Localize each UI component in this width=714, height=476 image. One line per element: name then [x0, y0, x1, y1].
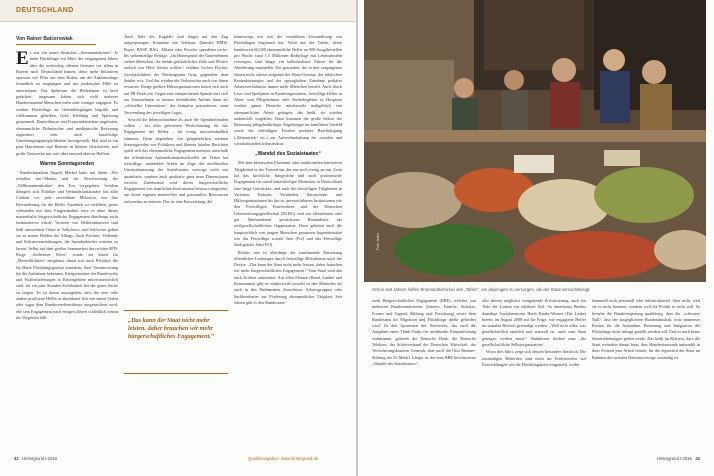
body-paragraph: Auch Teile des Kapitals sind längst auf den Zug aufgesprungen. Konzerne wie Telekom, Daimler, BMW, Bayer, BASF, RAG, Allianz oder Porsche spendeten sechs- bis siebenstellige Beträge. „Im Hintergrund der Unternehmen stehen Menschen, die fernab geschäftlicher Ziele und Motive einfach nur Hilfe leisten wollen“, erklärte Jochen Fischer, Geschäftsführer der Werbeagentur Gray, gegenüber dem Sender n-tv. Und das würden die Verbraucher auch von ihnen erwarten. Einige größere Hilfsorganisationen lassen sich auch auf PR-Deals ein. Gegen eine entsprechende Spende darf sich ein Unternehmen in seinem öffentlichen Auftritt dann als „offizieller Unterstützer“ der Initiative präsentieren, samt Verwendung des jeweiligen Logos. — [124, 34, 228, 115]
photo-credit: Foto: Autor — [376, 232, 380, 250]
rubric-bar — [0, 0, 356, 22]
issue-label-right: Hintergrund I-2016 — [656, 456, 692, 461]
right-page — [358, 0, 714, 476]
left-footer — [14, 456, 57, 461]
author-byline: Von Rainer Balcerowiak — [16, 36, 73, 42]
dropcap: E — [16, 50, 29, 69]
body-paragraph: Sowohl die Inbetrachtnahme als auch die Spendierfreuden sollten – bei aller gebotenen Wertschätzung für das Engagement der Helfer – als wenig missverständlich stimmen. Denn abgesehen von gelegentlichen warmen Sonntagsreden von Politikern und kleinen lokalen Berichten spielt sich das ehrenamtliche Engagement meistens unterhalb der öffentlichen Aufmerksamkeitsschwelle ab. Dabei hat freiwillige, unbezahlte Arbeit im Zuge der neoliberalen Umstrukturierung des Sozialstaates vorsorge nicht nur quantitativ, sondern auch qualitativ ganz neue Dimensionen erreicht. Zunehmend wird dieses bürgerschaftliche Engagement von staatlichen Institutionen bewusst eingesetzt, um keine eigenen materiellen und personellen Ressourcen aufwenden zu müssen. Das ist eine Entwicklung, die — [124, 116, 228, 204]
right-footer — [657, 456, 700, 461]
article-column-4 — [372, 298, 476, 450]
footer-url: Quellenangaben: www.hintergrund.de — [248, 456, 319, 461]
author-rule — [16, 44, 96, 45]
left-page — [0, 0, 356, 476]
body-paragraph: finanziell noch personell oder infrastrukturell. Aber nicht, weil sie es nicht könnten, sondern weil die Politik es nicht will. So bestehe die Bundesregierung unablässig, dass die „schwarze Null“, also der ausgeglichene Bundeshaushalt, trotz immenser Kosten für die Aufnahme, Betreuung und Integration der Flüchtlinge nicht infrage gestellt werden soll. Und es auch keine Steuererhöhungen geben werde. Das heißt im Klartext, dass der Staat weiterhin darauf baut, dass Hunderttausende unbezahlt in ihrer Freizeit jene Arbeit leisten, für die eigentlich der Staat im Rahmen der sozialen Daseinsvorsorge zuständig ist. — [592, 298, 700, 360]
body-paragraph: Bundeskanzlerin Angela Merkel hatte mit ihrem „Wir schaffen das“-Mantra und der Beschwörung der „Willkommenskultur“ den Ton vorgegeben. Seitdem drängeln sich Politiker und Verbandsfunktionäre fast aller Couleur vor jede erreichbare Mikrofon, um ihre Bewunderung für die Helfer Ausdruck zu verleihen, gerne verbunden mit dem Eingeständnis, dass es ohne dieses massenhafte bürgerschaftliche Engagement überhaupt nicht funktionieren würde. Vertreter von Helferinitiativen sind heiß umworbene Gäste in Talkshows, und teilfweise gelten sie zu neuen Helden des Alltags. Auch Kirchen, Verbände und Kulturveranstaltungen, die Spendenbücher rotieren zu lassen. Selbst auf dem großen Sommerfest der rechten SPD-Riege „Seeheimer Kreis“ wurde im Stand für „Menschlichkeit“ aufgebaut, damit sich auch Politiker, die für Harte Flüchtlingsgesetze einstehen, ihrer Verantwortung für die Aufnahme bekennen. Kriegseinsätze der Bundeswehr und Waffenlieferungen in Krisengebiete mitverantwortlich sind, für ein paar Stunden Sichtbarkeit bei der guten Sache zu sorgen. Es ist davon auszugehen, dass der eine oder andere profilierte Helfer in absehbarer Zeit mit einem Orden oder sogar dem Bundesverdienstkreuz ausgezeichnet wird, ehe sein Engagement nach einigen Jahren schließlich erneut ins Vergessen fällt. — [16, 170, 118, 320]
article-column-2 — [124, 34, 228, 306]
pull-quote: „Das kann der Staat nicht mehr leisten, daher brauchen wir mehr bürgerschaftliches Engagement.“ — [124, 310, 228, 374]
page-number-left: 42 — [14, 456, 19, 461]
article-column-1 — [16, 50, 118, 450]
issue-label-left: Hintergrund I-2016 — [22, 456, 58, 461]
subheading-sonntagsreden: Warme Sonntagsreden — [39, 161, 95, 168]
intro-paragraph: Es war ein neues deutsches „Sommermärchen“. Je mehr Flüchtlinge seit Mitte des vergangenen Jahres über die weitweitig offenen Grenzen vor allem in Bayern nach Deutschland kamen, desto mehr Initiativen sprossen wie Pilze aus dem Boden, um die Ankömmlinge freundlich zu empfangen und mit praktischer Hilfe zu unterstützen. Das Spektrum der Helferinnen ist breit gefächert, insgesamt haben sich wohl mehrere Hunderttausend Menschen mehr oder weniger engagiert. Es werden Flüchtlinge an Grenzübergängen begrüßt und willkommen geheißen, Geld, Kleidung und Spielzeug gesammelt, Deutschkurse und Freizeitaktivitäten angeboten, ehrenamtliche Dolmetscher und medizinische Betreuung organisiert oder auch kurzfristige Unterbringungsmöglichkeiten bereitgestellt. Mal sind es ein paar Hausfrauen und Rentner in kleinen Ortschaften, mal große Netzwerke mit weit über tausend aktiven Helfern. — [16, 50, 118, 156]
article-column-5 — [482, 298, 586, 450]
photo-illustration — [364, 0, 706, 282]
subheading-wandel: „Wandel des Sozialstaates“ — [255, 151, 321, 158]
body-paragraph: keineswegs erst mit der verstärkten Zuwanderung von Flüchtlingen begonnen hat. Nicht nur die Tafeln, deren bundesweit 60.000 ehrenamtliche Helfer an 900 Ausgabestellen pro Woche rund 1,5 Millionen Bedürftige mit Lebensmitteln versorgen, sind längst ein kalkulierbarer Faktor für die Abfederung materieller Not geworden, die in den vergangenen Jahren nicht zuletzt aufgrund der Hartz-Gesetze, der faktischen Rentenkürzungen und der sprunghaften Zunahme prekärer Arbeitsverhältnisse immer mehr Menschen betrifft. Auch durch Lese- und Spielpaten in Kindertagesstätten, freiwillige Helfer in Alten- und Pflegeheimen oder Sterbebegleiter in Hospizen werden ganze Bereiche mittlerweile maßgeblich von ehrenamtlicher Arbeit getragen; das heißt, sie würden andernfalls wegfallen. Dazu kommen der große Sektor der Betreuung pflegebedürftiger Angehöriger im familiären Umfeld sowie die vielfältigen Formen prekärer Beschäftigung („Kleinstrieb“ etc.) zur Aufrechterhaltung der sozialen und soziokulturellen Infrastruktur. — [234, 34, 342, 147]
article-column-3 — [234, 34, 342, 450]
body-paragraph: Wozu dies führt, zeigt sich derzeit besonders drastisch. Die zuständigen Behörden sind nicht im Entferntesten auf Entwicklungen wie die Flüchtlingskrise eingestellt, weder — [482, 349, 586, 367]
photo-tafel-volunteers — [364, 0, 706, 282]
page-number-right: 43 — [695, 456, 700, 461]
body-paragraph: Relativ neu ist allerdings die zunehmende Einsetzung öffentlicher Leistungen durch freiwillige Hilfsdienste nach der Devise: „Das kann der Staat nicht mehr leisten, daher brauchen wir mehr bürgerschaftliches Engagement.“ Vom Staat wird das nach Kräften unterstützt. Auf allen Ebenen (Bund, Länder und Kommunen) gibt es mittlerweile sowohl in den Behörden als auch in den Parlamenten Ausschüsse, Arbeitsgruppen oder Sachbearbeiter zur Förderung ehrenamtlicher Tätigkeit. Seit Jahren gibt es den Bundesnetz- — [234, 249, 342, 305]
body-paragraph: werk Bürgerschaftliches Engagement (BBE), welches von mehreren Bundesministerien (Inneres, Familie, Soziales, Frauen und Jugend, Bildung und Forschung) sowie dem Bundesamt für Migration und Flüchtlinge direkt gefördert wird. Zu den Sponsoren des Netzwerks, das auch die Aufgaben eines Think-Tanks für neoliberale Einstaatlichung wahrnimmt, gehören die Deutsche Bank, die Deutsche Telekom, der Stifterverband der Deutschen Wirtschaft, der Versicherungskonzern Generali, aber auch die Otto Brenner-Stiftung der IG Metall. Längst ist der vom BBE beschworene „Wandel des Sozialstaates“, — [372, 298, 476, 366]
body-paragraph: also dessen möglichst weitgehende Privatisierung, auch für Teile der Linken ein erklärtes Ziel. So unterstützt Berlins damalige Sozialsenatorin Heidi Knake-Werner (Die Linke) bereits im August 2008 auf die Frage, wie engagierte Helfer im sozialen Bereich gewürdigt werden: „Weil nicht alles, was gesellschaftlich nützlich und sinnvoll ist, auch vom Staat getragen werden muss.“ Stattdessen fördere man „die gesellschaftliche Selbstorganisation“. — [482, 298, 586, 348]
article-column-6 — [592, 298, 700, 450]
body-paragraph: Mit dem klassischen Ehrenamt oder traditionellen karitativen Tätigkeiten in der Freizeit hat das nur noch wenig zu tun. Zwar hat das kirchliche, bürgerliche und auch proletarische Engagement für sozial benachteiligte Menschen in Deutschland eine lange Geschichte, und auch die freiwilligen Tätigkeiten in Vereinen, Parteien, Verbänden, Naturschutz- und Hilfsorganisationen bis hin zu unverzichtbaren Institutionen wie den Freiwilligen Feuerwehren und der Deutschen Lebensrettungsgesellschaft (DLRG) sind seit Jahrzehnten oder gar Jahrhunderten gewachsene Bestandteile der zivilgesellschaftlichen Organisation. Dazu gehören auch die hauptsächlich von jungen Menschen genutzten Jugendeinsätze wie das Freiwillige soziale Jahr (FsJ) und das Freiwillige ökologische Jahr (FöJ). — [234, 160, 342, 248]
photo-caption: Schon seit Jahren helfen Ehrenamtliche bei den „Tafeln“, um diejenigen zu versorgen, die der Staat vernachlässigt. — [372, 287, 591, 292]
section-rubric: DEUTSCHLAND — [16, 7, 74, 14]
